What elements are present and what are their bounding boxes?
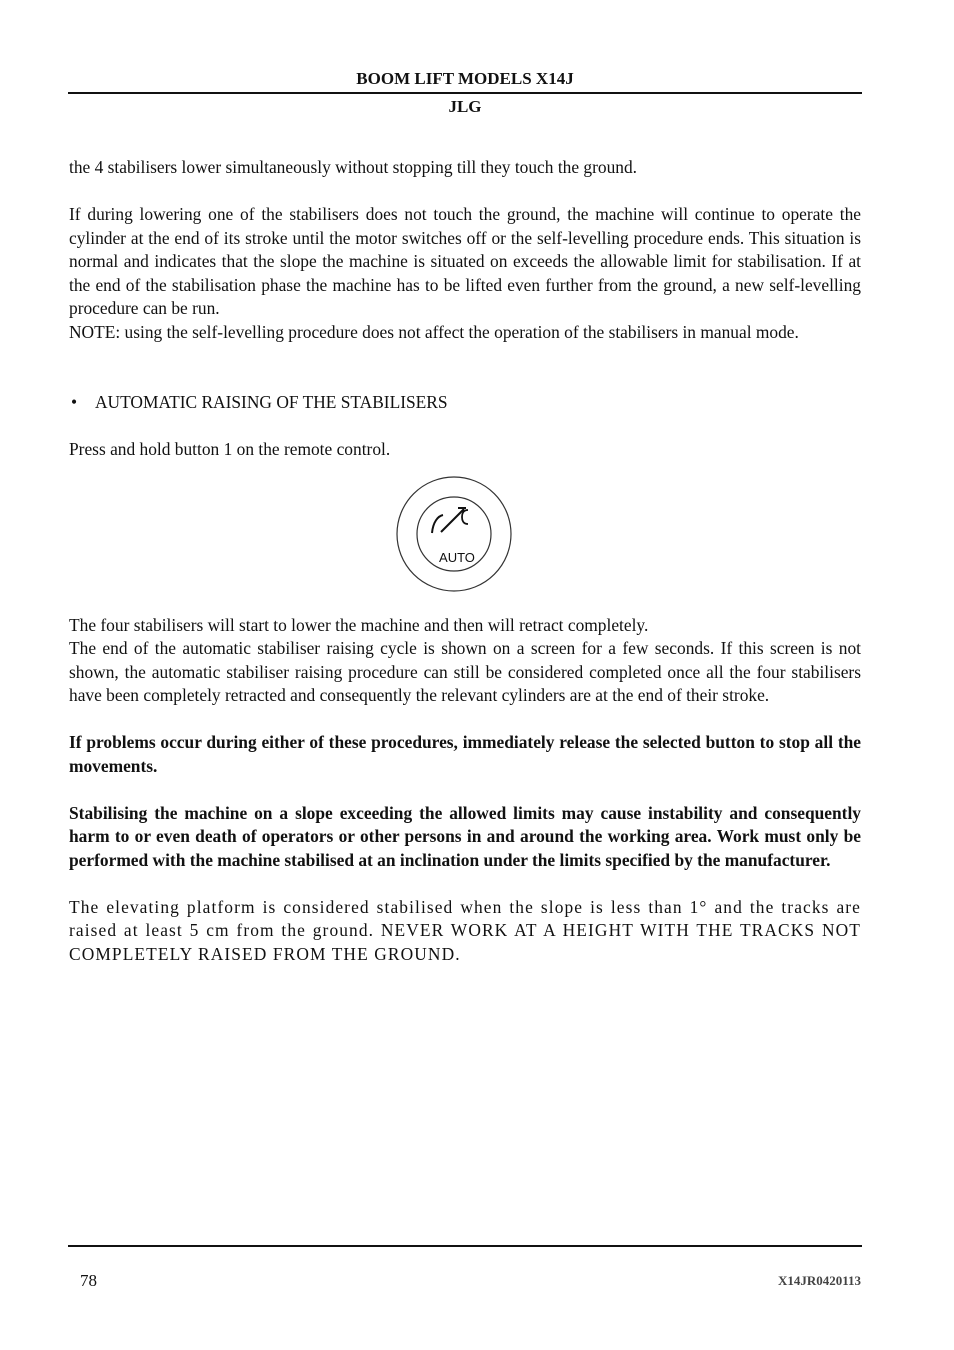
bullet-dot: • <box>71 392 78 412</box>
header-rule <box>68 92 862 94</box>
footer-rule <box>68 1245 862 1247</box>
document-code: X14JR0420113 <box>777 1273 861 1288</box>
header-title: BOOM LIFT MODELS X14J <box>356 69 574 88</box>
paragraph-lowering: the 4 stabilisers lower simultaneously without stopping till they touch the ground. <box>69 157 638 177</box>
instruction-paragraph: Press and hold button 1 on the remote control. <box>69 439 391 459</box>
note-paragraph: NOTE: using the self-levelling procedure does not affect the operation of the stabilisers in manual mode. <box>69 321 799 342</box>
header-subtitle: JLG <box>448 97 482 116</box>
paragraph-stabilised-definition: The elevating platform is considered stabilised when the slope is less than 1° and the tracks are raised at least 5 cm from the ground. NEVER WORK AT A HEIGHT WITH THE TRACKS NOT COMPLETELY RAISED FROM THE GROUND. <box>69 896 861 964</box>
page-body <box>69 156 861 966</box>
paragraph-retract: The four stabilisers will start to lower the machine and then will retract completely. <box>69 614 649 635</box>
section-heading <box>69 391 861 415</box>
auto-stabiliser-button-icon <box>396 476 512 592</box>
page-number: 78 <box>80 1271 97 1290</box>
paragraph-self-levelling: If during lowering one of the stabilisers does not touch the ground, the machine will continue to operate the cylinder at the end of its stroke until the motor switches off or the self-levelling procedure ends. This situation is normal and indicates that the slope the machine is situated on exceeds the allowable limit for stabilisation. If at the end of the stabilisation phase the machine has to be lifted even further from the ground, a new self-levelling procedure can be run. <box>69 204 861 318</box>
button-figure <box>69 462 861 614</box>
warning-release-button: If problems occur during either of these procedures, immediately release the selected button to stop all the movements. <box>69 732 861 776</box>
warning-slope-limits: Stabilising the machine on a slope exceeding the allowed limits may cause instability and consequently harm to or even death of operators or other persons in and around the working area. Work must only be performed with the machine stabilised at an inclination under the limits specified by the manufacturer. <box>69 802 861 870</box>
auto-button-label: AUTO <box>439 549 475 565</box>
section-heading-text: AUTOMATIC RAISING OF THE STABILISERS <box>95 392 448 412</box>
paragraph-cycle-end: The end of the automatic stabiliser raising cycle is shown on a screen for a few seconds. If this screen is not shown, the automatic stabiliser raising procedure can still be considered completed once all the four stabilisers have been completely retracted and consequently the relevant cylinders are at the end of their stroke. <box>69 638 861 705</box>
